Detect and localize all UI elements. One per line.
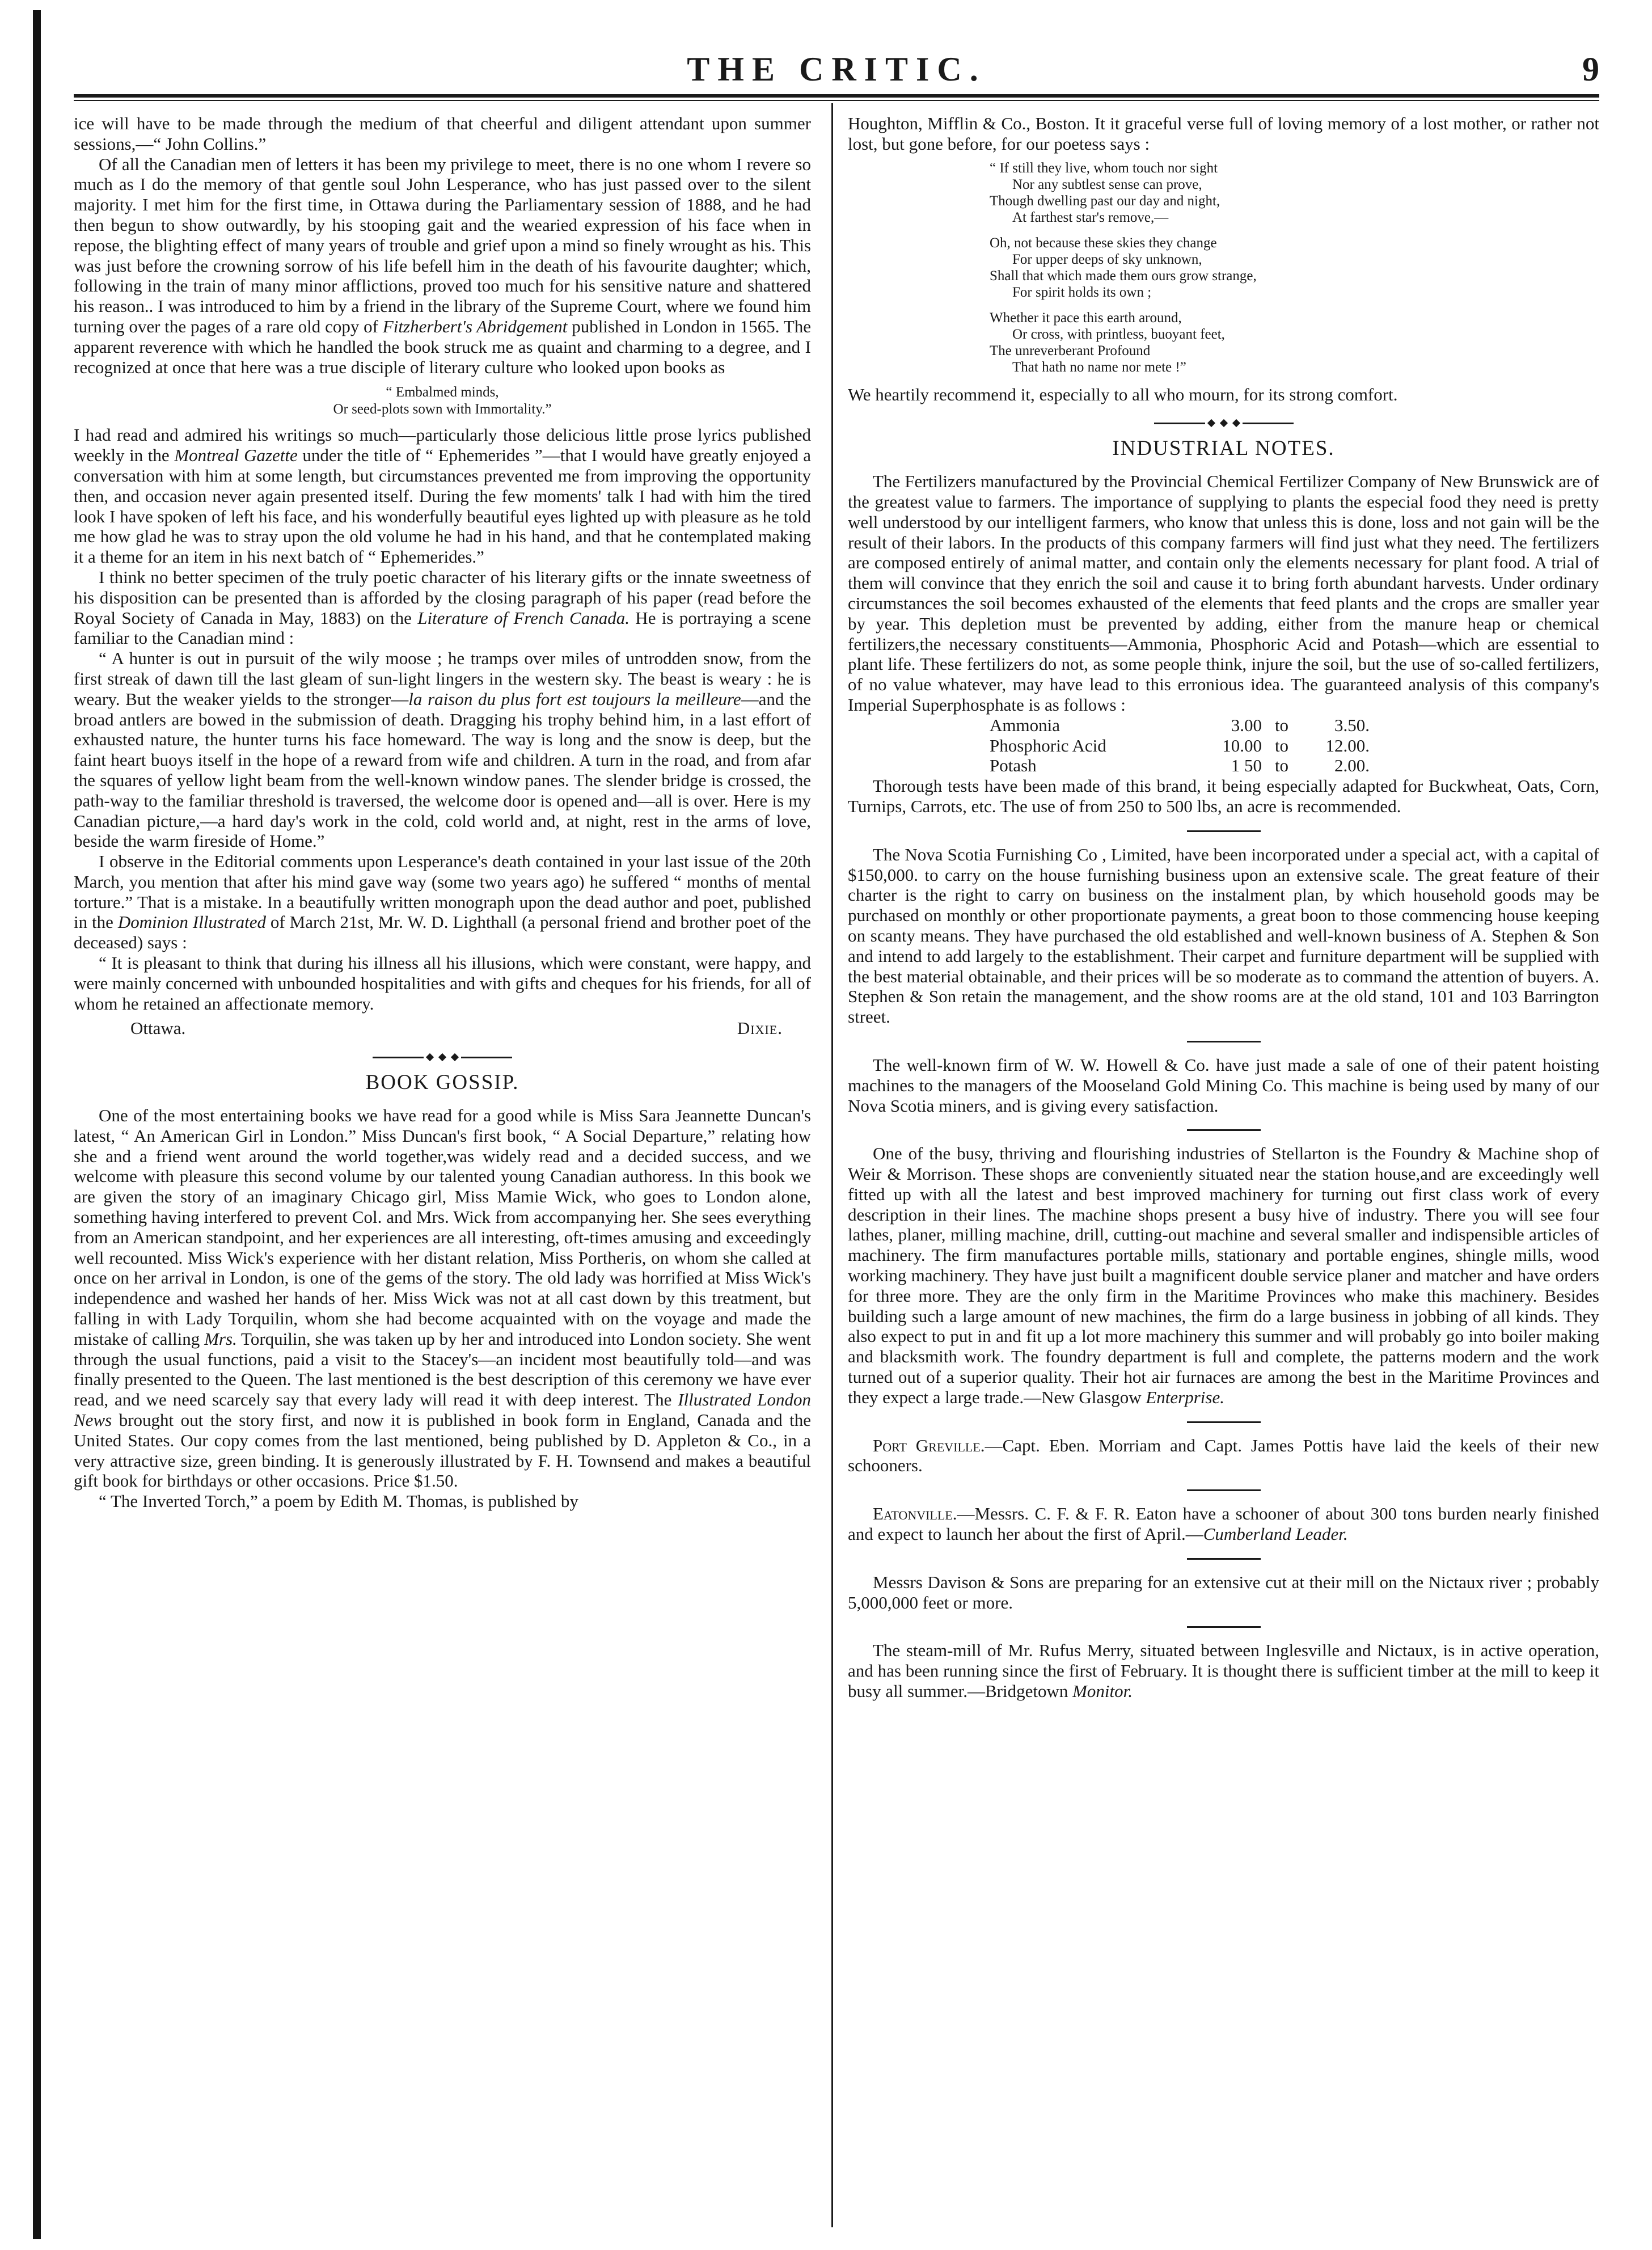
poem-line: At farthest star's remove,— xyxy=(1012,209,1169,225)
left-column xyxy=(74,113,811,1512)
item-separator xyxy=(1187,1489,1261,1491)
item-separator xyxy=(1187,1421,1261,1423)
news-item: The Nova Scotia Furnishing Co , Limited, have been incorporated under a special act, with a capital of $150,000. to carry on the house furnishing business upon an extensive scale. The great feature of their charter is the right to carry on business on the instalment plan, by which household goods may be purchased on monthly or other proportionate payments, a great boon to those commencing house keeping on scanty means. They have purchased the old established and well-known business of A. Stephen & Son and intend to add largely to the establishment. Their carpet and furniture department will be supplied with the best material obtainable, and their prices will be so moderate as to command the attention of buyers. A. Stephen & Son retain the management, and the show rooms are at the old stand, 101 and 103 Barrington street. xyxy=(848,844,1599,1027)
article-paragraph: ice will have to be made through the medium of that cheerful and diligent attendant upon summer sessions,—“ John Collins.” xyxy=(74,113,811,154)
news-item: One of the busy, thriving and flourishing industries of Stellarton is the Foundry & Machine shop of Weir & Morrison. These shops are conveniently situated near the station house,and are exceedingly well fitted up with all the latest and best improved machinery for turning out first class work of every description in their lines. The machine shops present a busy hive of industry. There you will see four lathes, planer, milling machine, drill, cutting-out machine and several smaller and indispensible articles of machinery. The firm manufactures portable mills, stationary and portable engines, shingle mills, wood working machinery. They have just built a magnificent double service planer and matcher and have orders for three more. They are the only firm in the Maritime Provinces who make this machinery. Besides building such a large amount of new machines, the firm do a large business in jobbing of all kinds. They also expect to put in and fit up a lot more machinery this summer and will probably go into boiler making and blacksmith work. The foundry department is full and complete, the patterns modern and the work turned out of a superior quality. Their hot air furnaces are among the best in the Maritime Provinces and they expect a large trade.—New Glasgow Enterprise. xyxy=(848,1143,1599,1407)
quotation-line: Or seed-plots sown with Immortality.” xyxy=(333,402,552,417)
poem-line: Shall that which made them ours grow strange, xyxy=(990,268,1257,284)
masthead-rule-thin xyxy=(74,100,1599,101)
item-separator xyxy=(1187,830,1261,832)
page-edge-rule xyxy=(33,10,41,2239)
poem-line: For spirit holds its own ; xyxy=(1012,284,1152,300)
article-paragraph: One of the most entertaining books we have read for a good while is Miss Sara Jeannette Duncan's latest, “ An American Girl in London.” Miss Duncan's first book, “ A Social Departure,” relating how she and a friend went around the world together,was widely read and a decided success, and we welcome with pleasure this second volume by our talented young Canadian authoress. In this book we are given the story of an imaginary Chicago girl, Miss Mamie Wick, who goes to London alone, something having interfered to prevent Col. and Mrs. Wick from accompanying her. She sees everything from an American standpoint, and her experiences are all interesting, oft-times amusing and exceedingly well recounted. Miss Wick's experience with her distant relation, Miss Portheris, on whom she called at once on her arrival in London, is one of the gems of the story. The old lady was horrified at Miss Wick's independence and washed her hands of her. Miss Wick was not at all cast down by this treatment, but falling in with Lady Torquilin, whom she had become acquainted with on the voyage and made the mistake of calling Mrs. Torquilin, she was taken up by her and introduced into London society. She went through the usual functions, paid a visit to the Stacey's—an incident most beautifully told—and was finally presented to the Queen. The last mentioned is the best description of this ceremony we have ever read, and we need scarcely say that every lady will read it with deep interest. The Illustrated London News brought out the story first, and now it is published in book form in England, Canada and the United States. Our copy comes from the last mentioned, being published by D. Appleton & Co., in a very attractive size, green binding. It is generously illustrated by F. H. Townsend and makes a beautiful gift book for birthdays or other occasions. Price $1.50. xyxy=(74,1105,811,1491)
poem-stanza xyxy=(848,160,1599,226)
page-number: 9 xyxy=(1582,50,1599,88)
poem-line: Oh, not because these skies they change xyxy=(990,235,1217,251)
news-item: Eatonville.—Messrs. C. F. & F. R. Eaton have a schooner of about 300 tons burden nearly finished and expect to launch her about the first of April.—Cumberland Leader. xyxy=(848,1504,1599,1544)
poem-line: The unreverberant Profound xyxy=(990,343,1151,358)
section-ornament xyxy=(74,1053,811,1061)
section-heading-industrial-notes: INDUSTRIAL NOTES. xyxy=(1112,437,1335,461)
poem-line: That hath no name nor mete !” xyxy=(1012,359,1186,375)
section-heading-book-gossip: BOOK GOSSIP. xyxy=(365,1071,519,1095)
right-column xyxy=(848,113,1599,1702)
poem-line: Nor any subtlest sense can prove, xyxy=(1012,176,1202,192)
news-item: Port Greville.—Capt. Eben. Morriam and Capt. James Pottis have laid the keels of their new schooners. xyxy=(848,1435,1599,1476)
article-paragraph: Of all the Canadian men of letters it has been my privilege to meet, there is no one whom I revere so much as I do the memory of that gentle soul John Lesperance, who has just passed over to the silent majority. I met him for the first time, in Ottawa during the Parliamentary session of 1888, and he had then begun to show outwardly, by his stooping gait and the wearied expression of his face when in repose, the blighting effect of many years of trouble and grief upon a mind so finely wrought as his. This was just before the crowning sorrow of his life befell him in the death of his favourite daughter; which, following in the train of many minor afflictions, proved too much for his sensitive nature and shattered his reason.. I was introduced to him by a friend in the library of the Supreme Court, where we found him turning over the pages of a rare old copy of Fitzherbert's Abridgement published in London in 1565. The apparent reverence with which he handled the book struck me as quaint and charming to a degree, and I recognized at once that here was a true disciple of literary culture who looked upon books as xyxy=(74,154,812,377)
quotation-line: “ Embalmed minds, xyxy=(386,385,499,400)
signoff xyxy=(74,1018,811,1039)
masthead xyxy=(74,52,1599,92)
masthead-title: THE CRITIC. xyxy=(687,50,986,88)
quotation xyxy=(74,384,811,418)
poem-stanza xyxy=(848,310,1599,375)
poem-line: Though dwelling past our day and night, xyxy=(990,193,1220,209)
article-paragraph: I had read and admired his writings so much—particularly those delicious little prose lyrics published weekly in the Montreal Gazette under the title of “ Ephemerides ”—that I would have greatly enjoyed a conversation with him at some length, but circumstances prevented me from improving the opportunity then, and occasion never again presented itself. During the few moments' talk I had with him the tired look I have spoken of left his face, and his wonderfully beautiful eyes lighted up with pleasure as he told me how glad he was to stray upon the old volume he had in his hand, and that he contemplated making it a theme for an item in his next batch of “ Ephemerides.” xyxy=(74,425,811,567)
masthead-rule-thick xyxy=(74,94,1599,98)
news-item: The well-known firm of W. W. Howell & Co. have just made a sale of one of their patent hoisting machines to the managers of the Mooseland Gold Mining Co. This machine is being used by many of our Nova Scotia miners, and is giving every satisfaction. xyxy=(848,1054,1599,1116)
article-paragraph: I observe in the Editorial comments upon Lesperance's death contained in your last issue of the 20th March, you mention that after his mind gave way (some two years ago) he suffered “ months of mental torture.” That is a mistake. In a beautifully written monograph upon the dead author and poet, published in the Dominion Illustrated of March 21st, Mr. W. D. Lighthall (a personal friend and brother poet of the deceased) says : xyxy=(74,851,811,953)
poem-line: Or cross, with printless, buoyant feet, xyxy=(1012,326,1225,342)
poem-line: “ If still they live, whom touch nor sight xyxy=(990,160,1218,176)
article-paragraph: Houghton, Mifflin & Co., Boston. It it graceful verse full of loving memory of a lost mother, or rather not lost, but gone before, for our poetess says : xyxy=(848,113,1599,154)
section-ornament xyxy=(848,419,1599,427)
analysis-table xyxy=(990,715,1370,776)
poem-line: For upper deeps of sky unknown, xyxy=(1012,251,1202,267)
article-paragraph: “ It is pleasant to think that during his illness all his illusions, which were constant, were happy, and were mainly concerned with unbounded hospitalities and with gifts and cheques for his friends, for all of whom he retained an affectionate memory. xyxy=(74,953,811,1014)
article-paragraph: “ A hunter is out in pursuit of the wily moose ; he tramps over miles of untrodden snow, from the first streak of dawn till the last gleam of sun-light lingers in the western sky. The beast is weary : he is weary. But the weaker yields to the stronger—la raison du plus fort est toujours la meilleure—and the broad antlers are bowed in the submission of death. Dragging his trophy behind him, in a last effort of exhausted nature, the hunter turns his face homeward. The way is long and the snow is deep, but the faint heart buoys itself in the hope of a reward from wife and children. A turn in the road, and from afar the squares of yellow light beam from the well-known window panes. The slender bridge is crossed, the path-way to the familiar threshold is traversed, the welcome door is opened and—all is over. Here is my Canadian picture,—a hard day's work in the cold, cold world and, at night, rest in the arms of love, beside the warm fireside of Home.” xyxy=(74,648,812,851)
item-separator xyxy=(1187,1129,1261,1131)
table-row: Potash 1 50 to 2.00. xyxy=(990,755,1370,776)
article-paragraph: Thorough tests have been made of this brand, it being especially adapted for Buckwheat, Oats, Corn, Turnips, Carrots, etc. The use of from 250 to 500 lbs, an acre is recommended. xyxy=(848,776,1599,816)
item-separator xyxy=(1187,1041,1261,1042)
article-paragraph: The Fertilizers manufactured by the Provincial Chemical Fertilizer Company of New Brunswick are of the greatest value to farmers. The importance of supplying to plants the especial food they need is pretty well understood by our intelligent farmers, who know that unless this is done, loss and not gain will be the result of their labors. In the products of this company farmers will find just what they need. The fertilizers are composed entirely of animal matter, and contain only the elements necessary for plant food. A trial of them will convince that they enrich the soil and cause it to bring forth abundant harvests. Under ordinary circumstances the soil becomes exhausted of the elements that feed plants and the crops are smaller year by year. This depletion must be prevented by adding, either from the manure heap or chemical fertilizers,the necessary constituents—Ammonia, Phosphoric Acid and Potash—which are essential to plant life. These fertilizers do not, as some people think, injure the soil, but the use of so-called fertilizers, of no value whatever, may have lead to this erronious idea. The guaranteed analysis of this company's Imperial Superphosphate is as follows : xyxy=(848,471,1599,715)
news-item: Messrs Davison & Sons are preparing for an extensive cut at their mill on the Nictaux river ; probably 5,000,000 feet or more. xyxy=(848,1572,1599,1612)
table-row: Ammonia 3.00 to 3.50. xyxy=(990,715,1370,735)
signoff-place: Ottawa. xyxy=(130,1018,186,1039)
article-paragraph: We heartily recommend it, especially to all who mourn, for its strong comfort. xyxy=(848,384,1398,404)
article-paragraph: “ The Inverted Torch,” a poem by Edith M. Thomas, is published by xyxy=(99,1491,578,1512)
item-separator xyxy=(1187,1558,1261,1560)
news-item: The steam-mill of Mr. Rufus Merry, situated between Inglesville and Nictaux, is in active operation, and has been running since the first of February. It is thought there is sufficient timber at the mill to keep it busy all summer.—Bridgetown Monitor. xyxy=(848,1640,1599,1702)
column-divider xyxy=(831,103,833,2227)
item-separator xyxy=(1187,1626,1261,1628)
article-paragraph: I think no better specimen of the truly poetic character of his literary gifts or the innate sweetness of his disposition can be presented than is afforded by the closing paragraph of his paper (read before the Royal Society of Canada in May, 1883) on the Literature of French Canada. He is portraying a scene familiar to the Canadian mind : xyxy=(74,567,811,648)
poem xyxy=(848,160,1599,375)
table-row: Phosphoric Acid 10.00 to 12.00. xyxy=(990,735,1370,755)
poem-line: Whether it pace this earth around, xyxy=(990,310,1182,326)
signoff-author: Dixie. xyxy=(737,1018,783,1039)
poem-stanza xyxy=(848,235,1599,301)
